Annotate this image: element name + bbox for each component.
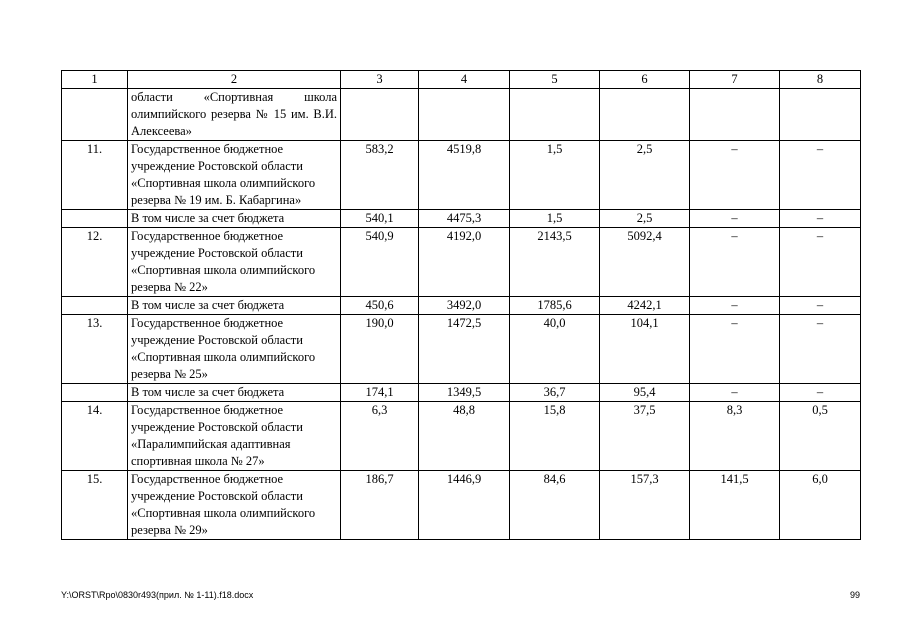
column-header: 7	[690, 71, 780, 89]
value-cell: –	[690, 315, 780, 384]
value-cell: 141,5	[690, 471, 780, 540]
value-cell: –	[780, 141, 861, 210]
name-cell: В том числе за счет бюджета	[128, 210, 341, 228]
value-cell: 1472,5	[419, 315, 510, 384]
table-row	[62, 315, 861, 384]
value-cell: 0,5	[780, 402, 861, 471]
table-row	[62, 471, 861, 540]
row-number-cell: 11.	[62, 141, 128, 210]
column-header: 8	[780, 71, 861, 89]
value-cell: 15,8	[510, 402, 600, 471]
value-cell	[419, 89, 510, 141]
name-cell: Государственное бюджетное учреждение Ростовской области «Спортивная школа олимпийского резерва № 25»	[128, 315, 341, 384]
row-number-cell: 15.	[62, 471, 128, 540]
value-cell: 4519,8	[419, 141, 510, 210]
value-cell: 3492,0	[419, 297, 510, 315]
value-cell: –	[780, 315, 861, 384]
value-cell: 540,9	[341, 228, 419, 297]
value-cell: 1349,5	[419, 384, 510, 402]
table-row	[62, 89, 861, 141]
value-cell: 40,0	[510, 315, 600, 384]
value-cell: 2,5	[600, 210, 690, 228]
column-header: 2	[128, 71, 341, 89]
value-cell: 2,5	[600, 141, 690, 210]
value-cell: 2143,5	[510, 228, 600, 297]
value-cell: –	[780, 384, 861, 402]
value-cell: 6,0	[780, 471, 861, 540]
value-cell: 157,3	[600, 471, 690, 540]
row-number-cell: 14.	[62, 402, 128, 471]
column-header: 6	[600, 71, 690, 89]
table-subrow	[62, 297, 861, 315]
value-cell: 104,1	[600, 315, 690, 384]
value-cell	[780, 89, 861, 141]
name-cell: В том числе за счет бюджета	[128, 384, 341, 402]
value-cell: 48,8	[419, 402, 510, 471]
value-cell: 36,7	[510, 384, 600, 402]
header-row	[62, 71, 861, 89]
value-cell: 1,5	[510, 141, 600, 210]
value-cell: 1,5	[510, 210, 600, 228]
value-cell: 6,3	[341, 402, 419, 471]
value-cell: 174,1	[341, 384, 419, 402]
value-cell: 84,6	[510, 471, 600, 540]
value-cell: –	[780, 297, 861, 315]
table-row	[62, 402, 861, 471]
value-cell: 540,1	[341, 210, 419, 228]
column-header: 4	[419, 71, 510, 89]
data-table	[61, 70, 861, 540]
value-cell: 186,7	[341, 471, 419, 540]
value-cell	[690, 89, 780, 141]
value-cell: 1785,6	[510, 297, 600, 315]
value-cell: 1446,9	[419, 471, 510, 540]
column-header: 5	[510, 71, 600, 89]
row-number-cell: 13.	[62, 315, 128, 384]
row-number-cell	[62, 210, 128, 228]
name-cell: В том числе за счет бюджета	[128, 297, 341, 315]
value-cell: –	[780, 228, 861, 297]
value-cell: –	[690, 210, 780, 228]
value-cell	[341, 89, 419, 141]
column-header: 1	[62, 71, 128, 89]
value-cell: 450,6	[341, 297, 419, 315]
value-cell: 95,4	[600, 384, 690, 402]
value-cell: 5092,4	[600, 228, 690, 297]
value-cell: 37,5	[600, 402, 690, 471]
value-cell: 4242,1	[600, 297, 690, 315]
table-row	[62, 228, 861, 297]
column-header: 3	[341, 71, 419, 89]
value-cell: –	[780, 210, 861, 228]
table-subrow	[62, 210, 861, 228]
row-number-cell	[62, 297, 128, 315]
value-cell: 583,2	[341, 141, 419, 210]
footer-file-path: Y:\ORST\Rpo\0830r493(прил. № 1-11).f18.docx	[61, 590, 254, 600]
value-cell: –	[690, 297, 780, 315]
name-cell: Государственное бюджетное учреждение Ростовской области «Паралимпийская адаптивная спортивная школа № 27»	[128, 402, 341, 471]
value-cell	[510, 89, 600, 141]
value-cell: 4192,0	[419, 228, 510, 297]
value-cell: –	[690, 384, 780, 402]
value-cell	[600, 89, 690, 141]
name-cell: Государственное бюджетное учреждение Ростовской области «Спортивная школа олимпийского резерва № 19 им. Б. Кабаргина»	[128, 141, 341, 210]
value-cell: 4475,3	[419, 210, 510, 228]
table-row	[62, 141, 861, 210]
value-cell: –	[690, 141, 780, 210]
value-cell: 8,3	[690, 402, 780, 471]
table-body	[62, 89, 861, 540]
name-cell: области «Спортивная школа олимпийского резерва № 15 им. В.И. Алексеева»	[128, 89, 341, 141]
page-number: 99	[849, 590, 860, 600]
name-cell: Государственное бюджетное учреждение Ростовской области «Спортивная школа олимпийского резерва № 29»	[128, 471, 341, 540]
value-cell: 190,0	[341, 315, 419, 384]
row-number-cell: 12.	[62, 228, 128, 297]
row-number-cell	[62, 384, 128, 402]
row-number-cell	[62, 89, 128, 141]
value-cell: –	[690, 228, 780, 297]
name-cell: Государственное бюджетное учреждение Ростовской области «Спортивная школа олимпийского резерва № 22»	[128, 228, 341, 297]
table-subrow	[62, 384, 861, 402]
